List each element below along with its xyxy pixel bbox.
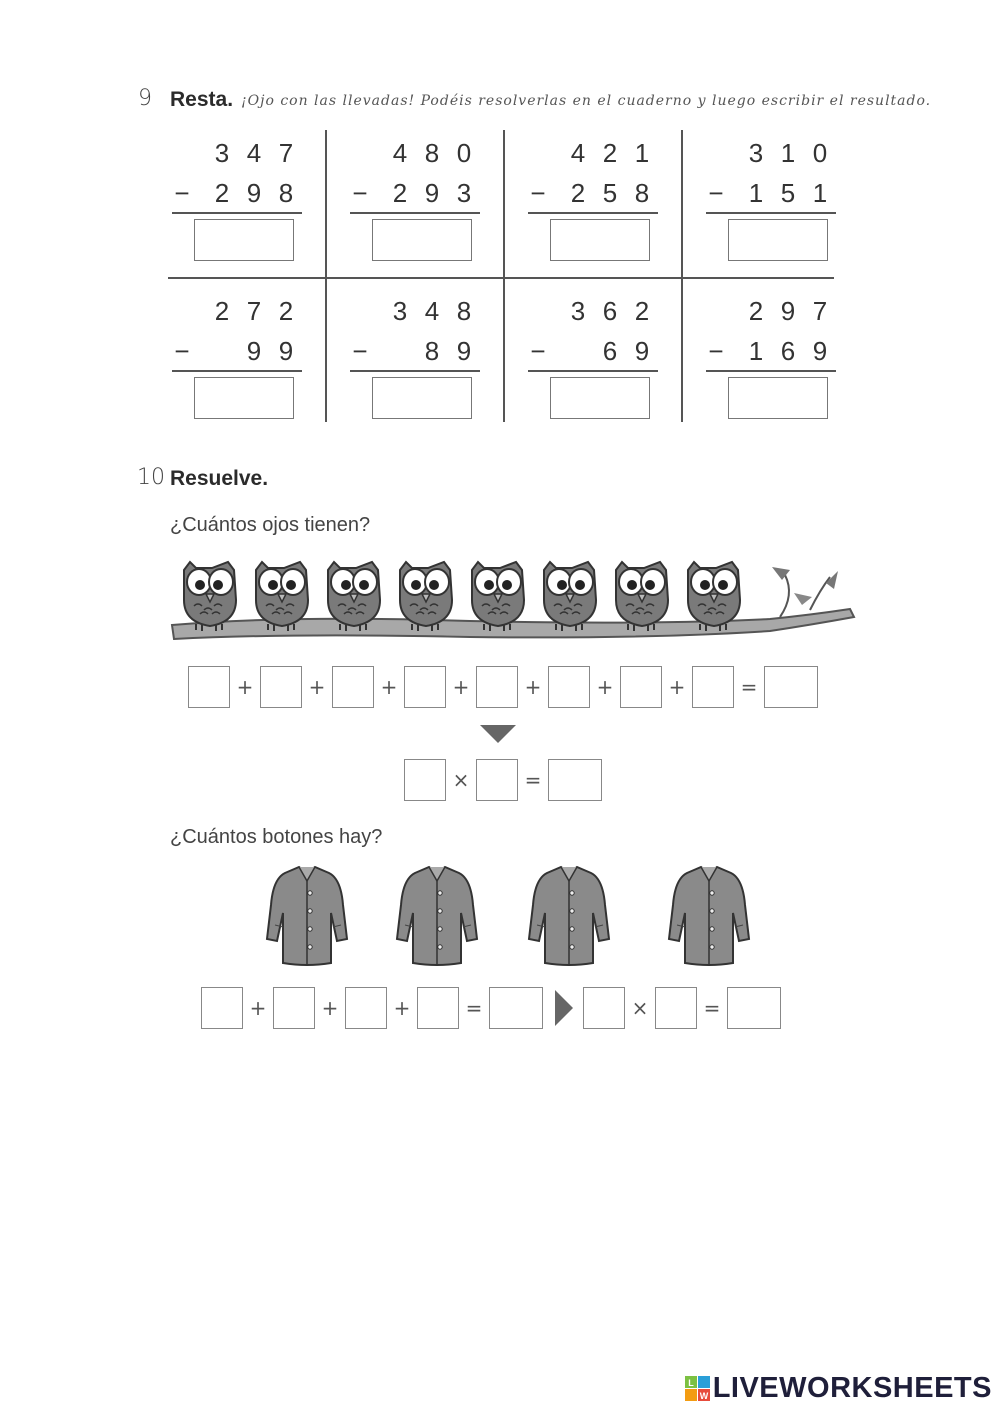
digit: 2 <box>634 296 650 326</box>
digit: 2 <box>392 178 408 208</box>
owls-on-branch-illustration <box>170 555 860 650</box>
minuend <box>524 138 658 169</box>
subtrahend <box>702 336 836 367</box>
plus-sign: + <box>393 996 411 1020</box>
owls-multiplication-equation <box>404 759 602 801</box>
result-line <box>706 370 836 372</box>
answer-box[interactable] <box>372 219 472 261</box>
subtrahend <box>168 336 302 367</box>
subtraction-problem <box>524 288 690 434</box>
digit: 1 <box>780 138 796 168</box>
answer-box[interactable] <box>273 987 315 1029</box>
minus-sign: − <box>352 336 368 366</box>
shirt-icon <box>669 867 749 965</box>
answer-box[interactable] <box>404 759 446 801</box>
digit: 5 <box>780 178 796 208</box>
plus-sign: + <box>668 675 686 699</box>
answer-box[interactable] <box>260 666 302 708</box>
down-arrow-icon <box>480 725 516 745</box>
answer-box[interactable] <box>332 666 374 708</box>
digit: 1 <box>812 178 828 208</box>
exercise-9-title: Resta. <box>170 88 234 111</box>
subtrahend <box>346 336 480 367</box>
grid-row-divider <box>168 277 834 279</box>
digit: 8 <box>456 296 472 326</box>
digit: 9 <box>634 336 650 366</box>
answer-box[interactable] <box>548 666 590 708</box>
answer-box[interactable] <box>194 377 294 419</box>
answer-box[interactable] <box>201 987 243 1029</box>
answer-box[interactable] <box>476 666 518 708</box>
digit: 3 <box>214 138 230 168</box>
digit: 2 <box>214 178 230 208</box>
result-line <box>350 370 480 372</box>
shirts-illustration <box>255 865 755 970</box>
minuend <box>346 296 480 327</box>
answer-box[interactable] <box>550 219 650 261</box>
plus-sign: + <box>524 675 542 699</box>
answer-box[interactable] <box>404 666 446 708</box>
digit: 9 <box>780 296 796 326</box>
owl-icon <box>616 562 668 631</box>
digit: 2 <box>602 138 618 168</box>
digit: 8 <box>424 336 440 366</box>
digit: 3 <box>570 296 586 326</box>
answer-box[interactable] <box>194 219 294 261</box>
times-sign: × <box>631 996 649 1020</box>
result-line <box>706 212 836 214</box>
owls-addition-equation <box>188 666 818 708</box>
owls-question: ¿Cuántos ojos tienen? <box>170 514 371 536</box>
answer-box[interactable] <box>188 666 230 708</box>
answer-box[interactable] <box>417 987 459 1029</box>
shirts-equation <box>201 987 781 1029</box>
shirts-question: ¿Cuántos botones hay? <box>170 826 383 848</box>
answer-box[interactable] <box>583 987 625 1029</box>
subtrahend <box>524 178 658 209</box>
digit <box>206 336 238 367</box>
digit: 9 <box>456 336 472 366</box>
exercise-9-number: 9 <box>138 86 152 111</box>
digit: 8 <box>634 178 650 208</box>
digit: 1 <box>748 178 764 208</box>
subtraction-problem <box>168 288 334 434</box>
digit: 0 <box>812 138 828 168</box>
subtrahend <box>168 178 302 209</box>
digit: 6 <box>602 296 618 326</box>
answer-box[interactable] <box>728 219 828 261</box>
minus-sign: − <box>708 178 724 208</box>
digit: 9 <box>278 336 294 366</box>
digit: 1 <box>634 138 650 168</box>
digit: 6 <box>780 336 796 366</box>
digit: 9 <box>812 336 828 366</box>
minuend <box>702 296 836 327</box>
plus-sign: + <box>308 675 326 699</box>
answer-box[interactable] <box>620 666 662 708</box>
answer-box[interactable] <box>476 759 518 801</box>
digit: 9 <box>424 178 440 208</box>
digit: 4 <box>424 296 440 326</box>
minus-sign: − <box>352 178 368 208</box>
times-sign: × <box>452 768 470 792</box>
subtraction-problem <box>524 130 690 276</box>
minus-sign: − <box>530 336 546 366</box>
result-line <box>528 212 658 214</box>
digit: 4 <box>570 138 586 168</box>
equals-sign: = <box>465 996 483 1020</box>
subtrahend <box>702 178 836 209</box>
owl-icon <box>544 562 596 631</box>
plus-sign: + <box>452 675 470 699</box>
minus-sign: − <box>530 178 546 208</box>
subtraction-grid <box>168 130 834 422</box>
minus-sign: − <box>174 178 190 208</box>
digit: 4 <box>392 138 408 168</box>
digit: 0 <box>456 138 472 168</box>
digit: 2 <box>214 296 230 326</box>
answer-box[interactable] <box>548 759 602 801</box>
digit: 3 <box>456 178 472 208</box>
answer-box[interactable] <box>489 987 543 1029</box>
equals-sign: = <box>740 675 758 699</box>
shirt-icon <box>529 867 609 965</box>
minuend <box>702 138 836 169</box>
digit: 2 <box>278 296 294 326</box>
digit <box>384 336 416 367</box>
svg-text:W: W <box>699 1390 708 1401</box>
minuend <box>346 138 480 169</box>
answer-box[interactable] <box>550 377 650 419</box>
answer-box[interactable] <box>345 987 387 1029</box>
liveworksheets-brand: LIVEWORKSHEETS <box>712 1372 992 1404</box>
plus-sign: + <box>380 675 398 699</box>
digit: 1 <box>748 336 764 366</box>
subtrahend <box>524 336 658 367</box>
minus-sign: − <box>174 336 190 366</box>
digit: 2 <box>570 178 586 208</box>
digit: 8 <box>424 138 440 168</box>
result-line <box>350 212 480 214</box>
minuend <box>168 138 302 169</box>
liveworksheets-footer <box>685 1372 992 1405</box>
digit: 5 <box>602 178 618 208</box>
digit: 4 <box>246 138 262 168</box>
answer-box[interactable] <box>655 987 697 1029</box>
plus-sign: + <box>321 996 339 1020</box>
plus-sign: + <box>236 675 254 699</box>
answer-box[interactable] <box>728 377 828 419</box>
digit: 3 <box>748 138 764 168</box>
answer-box[interactable] <box>764 666 818 708</box>
digit: 7 <box>246 296 262 326</box>
exercise-10-number: 10 <box>137 465 165 490</box>
digit: 6 <box>602 336 618 366</box>
plus-sign: + <box>596 675 614 699</box>
equals-sign: = <box>703 996 721 1020</box>
subtraction-problem <box>702 288 868 434</box>
minuend <box>168 296 302 327</box>
right-arrow-icon <box>543 988 583 1028</box>
equals-sign: = <box>524 768 542 792</box>
result-line <box>528 370 658 372</box>
minus-sign: − <box>708 336 724 366</box>
subtrahend <box>346 178 480 209</box>
minuend <box>524 296 658 327</box>
exercise-10-title: Resuelve. <box>170 467 269 490</box>
result-line <box>172 370 302 372</box>
digit: 8 <box>278 178 294 208</box>
shirt-icon <box>267 867 347 965</box>
liveworksheets-logo-icon <box>685 1376 711 1402</box>
digit: 7 <box>812 296 828 326</box>
answer-box[interactable] <box>692 666 734 708</box>
subtraction-problem <box>168 130 334 276</box>
result-line <box>172 212 302 214</box>
digit: 9 <box>246 178 262 208</box>
exercise-9-instruction: ¡Ojo con las llevadas! Podéis resolverlas en el cuaderno y luego escribir el resultado. <box>241 93 932 109</box>
answer-box[interactable] <box>727 987 781 1029</box>
digit <box>562 336 594 367</box>
digit: 7 <box>278 138 294 168</box>
subtraction-problem <box>702 130 868 276</box>
subtraction-problem <box>346 288 512 434</box>
digit: 9 <box>246 336 262 366</box>
plus-sign: + <box>249 996 267 1020</box>
answer-box[interactable] <box>372 377 472 419</box>
digit: 2 <box>748 296 764 326</box>
svg-text:L: L <box>687 1377 694 1388</box>
digit: 3 <box>392 296 408 326</box>
shirt-icon <box>397 867 477 965</box>
subtraction-problem <box>346 130 512 276</box>
